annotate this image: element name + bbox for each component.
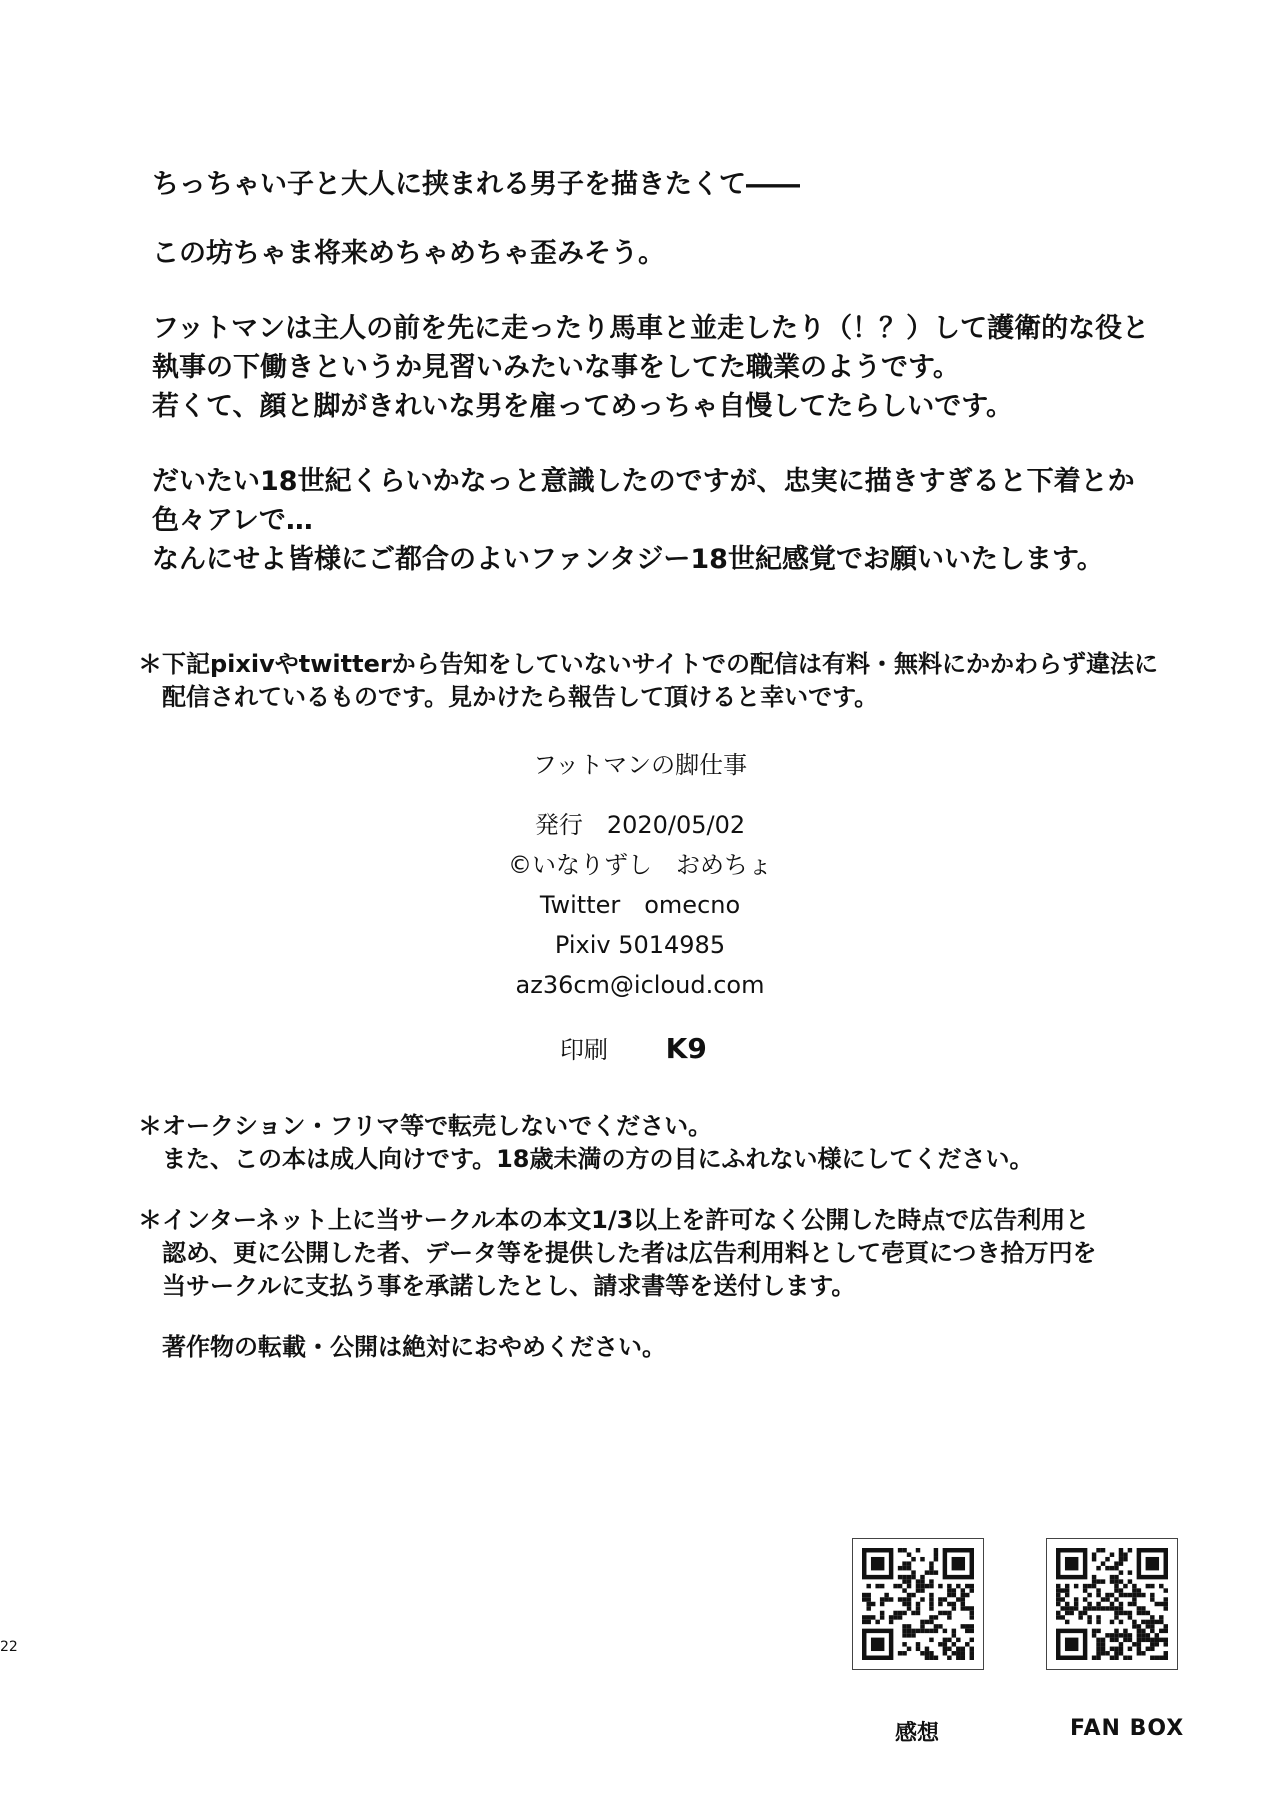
afterword-line: 執事の下働きというか見習いみたいな事をしてた職業のようです。	[152, 352, 960, 383]
qr-code-feedback[interactable]	[852, 1538, 984, 1670]
afterword-line: この坊ちゃま将来めちゃめちゃ歪みそう。	[152, 238, 665, 269]
afterword-line: フットマンは主人の前を先に走ったり馬車と並走したり（！？）して護衛的な役と	[152, 313, 1150, 344]
printer-name: K9	[665, 1032, 707, 1065]
afterword-line: 若くて、顔と脚がきれいな男を雇ってめっちゃ自慢してたらしいです。	[152, 391, 1014, 422]
afterword-line: だいたい18世紀くらいかなっと意識したのですが、忠実に描きすぎると下着とか	[152, 466, 1135, 497]
colophon	[0, 745, 1280, 1005]
notice-line: 配信されているものです。見かけたら報告して頂けると幸いです。	[162, 683, 879, 711]
resale-notice-line: ＊オークション・フリマ等で転売しないでください。	[138, 1112, 713, 1140]
legal-notices	[138, 1110, 1228, 1364]
qr-code-image	[862, 1548, 974, 1660]
notice-line: ＊下記pixivやtwitterから告知をしていないサイトでの配信は有料・無料にかかわらず違法に	[138, 650, 1159, 678]
printer-info	[560, 1030, 707, 1065]
printer-label: 印刷	[560, 1036, 608, 1064]
copyright: ©いなりずし おめちょ	[508, 851, 772, 879]
afterword-text	[152, 165, 1202, 579]
internet-notice-line: 当サークルに支払う事を承諾したとし、請求書等を送付します。	[162, 1272, 856, 1300]
resale-notice-line: また、この本は成人向けです。18歳未満の方の目にふれない様にしてください。	[162, 1145, 1034, 1173]
book-title: フットマンの脚仕事	[532, 751, 748, 779]
qr-code-image	[1056, 1548, 1168, 1660]
internet-notice-line: 認め、更に公開した者、データ等を提供した者は広告利用料として壱頁につき拾万円を	[162, 1239, 1097, 1267]
afterword-line: なんにせよ皆様にご都合のよいファンタジー18世紀感覚でお願いいたします。	[152, 544, 1104, 575]
twitter-handle: Twitter omecno	[539, 891, 741, 919]
internet-notice-line: ＊インターネット上に当サークル本の本文1/3以上を許可なく公開した時点で広告利用と	[138, 1206, 1090, 1234]
issue-date: 発行 2020/05/02	[534, 811, 746, 839]
page-number: 22	[0, 1639, 18, 1655]
afterword-line: 色々アレで…	[152, 505, 313, 536]
qr-label-feedback: 感想	[895, 1721, 940, 1746]
afterword-line: ちっちゃい子と大人に挟まれる男子を描きたくて――	[152, 169, 800, 200]
reprint-notice: 著作物の転載・公開は絶対におやめください。	[162, 1333, 666, 1361]
pixiv-id: Pixiv 5014985	[554, 931, 726, 959]
email: az36cm@icloud.com	[515, 971, 765, 999]
qr-label-fanbox: FAN BOX	[1070, 1716, 1185, 1741]
distribution-notice	[138, 648, 1218, 714]
qr-code-fanbox[interactable]	[1046, 1538, 1178, 1670]
